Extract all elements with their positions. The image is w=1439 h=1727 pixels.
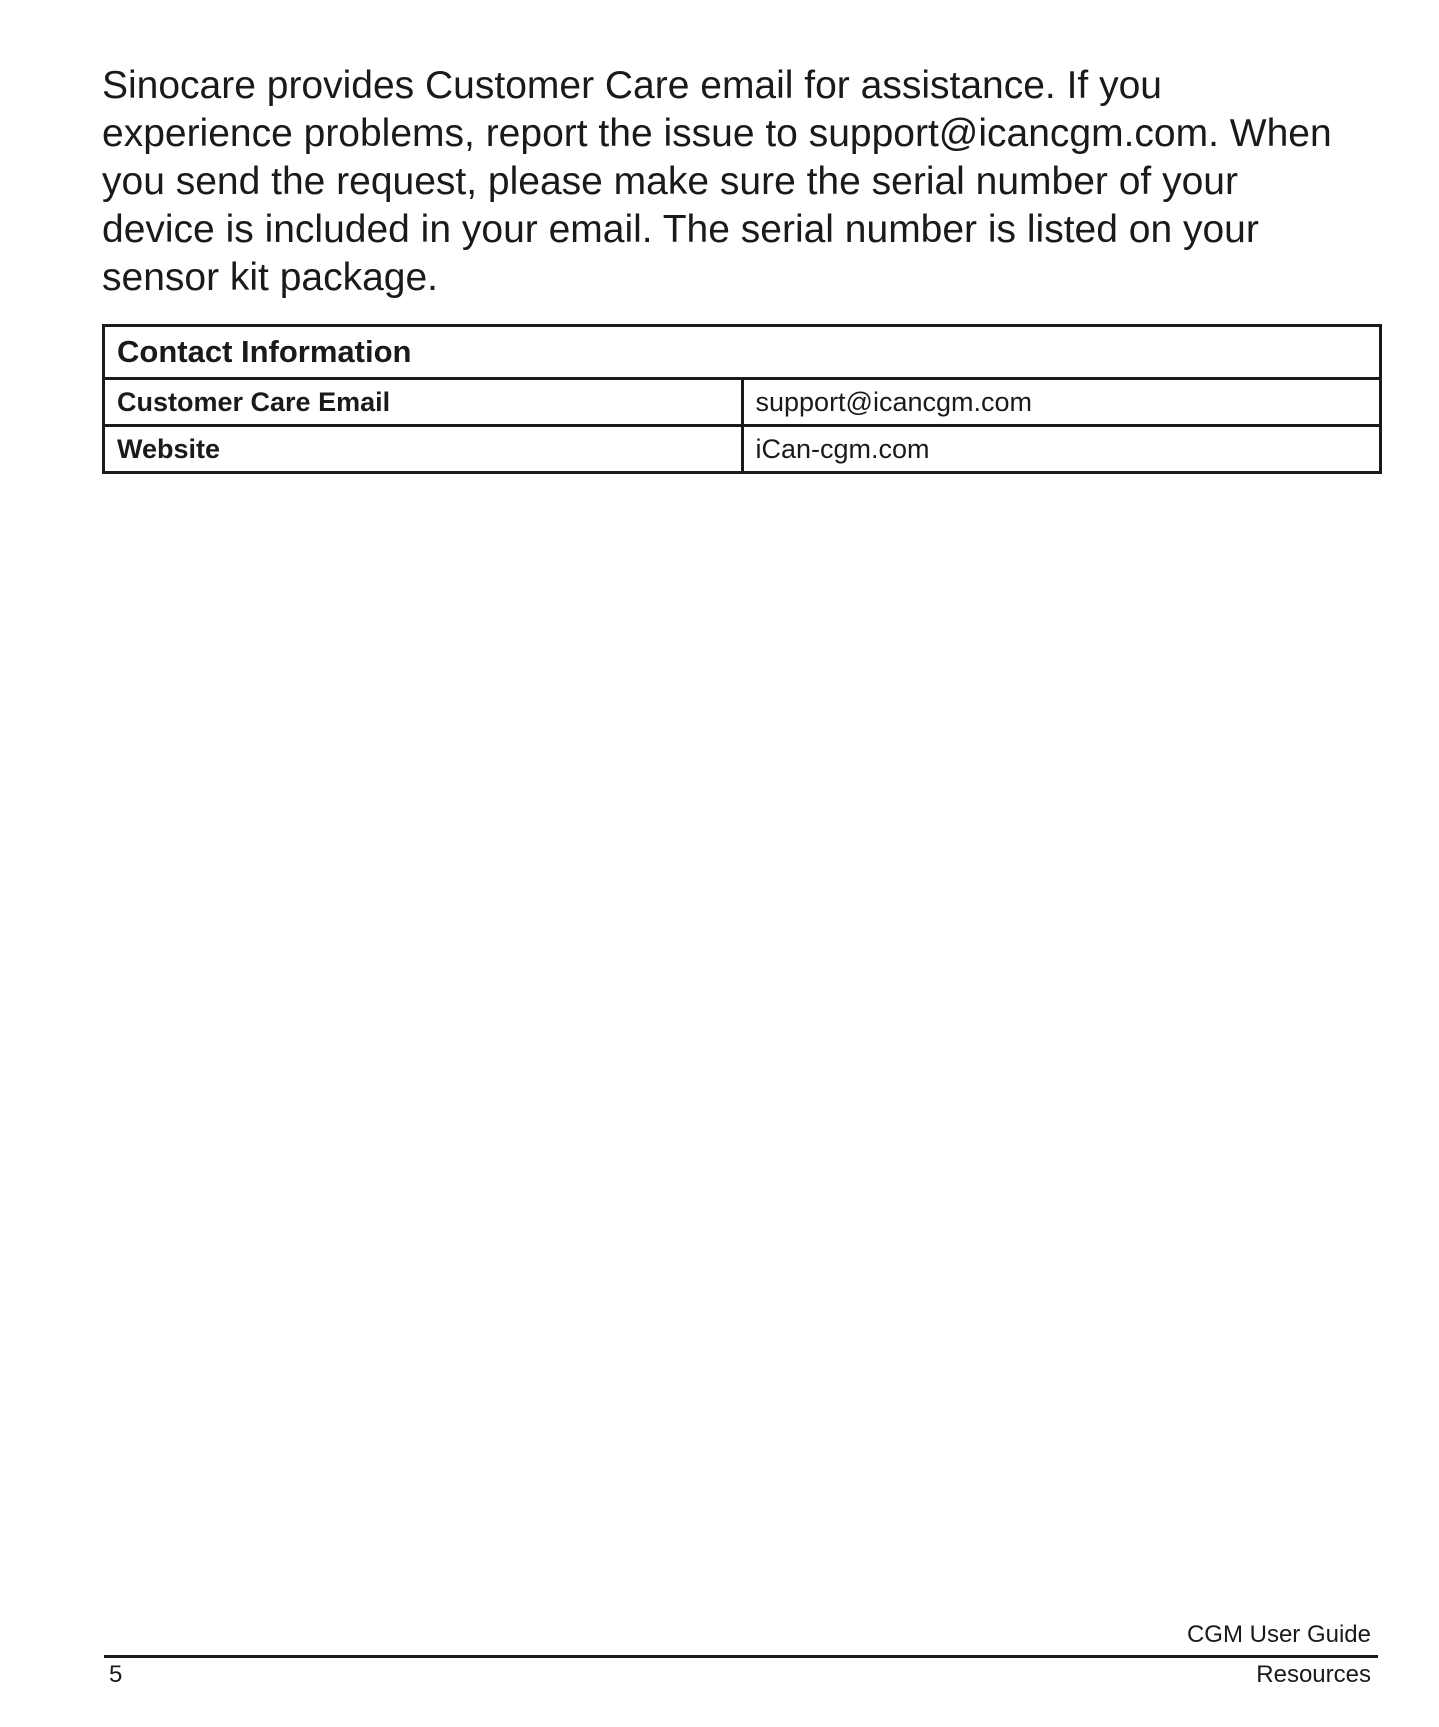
footer-divider: [104, 1655, 1378, 1658]
website-value[interactable]: iCan-cgm.com: [742, 426, 1381, 473]
page-number: 5: [109, 1661, 123, 1688]
footer-section-name: Resources: [1256, 1661, 1371, 1688]
intro-line: you send the request, please make sure the serial number of your: [102, 160, 1238, 203]
table-header: Contact Information: [104, 326, 1381, 379]
intro-line: Sinocare provides Customer Care email for assistance. If you: [102, 64, 1162, 107]
contact-information-table: [102, 324, 1382, 474]
table-row: [104, 379, 1381, 426]
table-row: [104, 426, 1381, 473]
footer-guide-title: CGM User Guide: [1186, 1621, 1371, 1648]
email-value[interactable]: support@icancgm.com: [742, 379, 1381, 426]
row-label: Customer Care Email: [104, 379, 743, 426]
intro-line: experience problems, report the issue to support@icancgm.com. When: [102, 112, 1332, 155]
intro-line: device is included in your email. The serial number is listed on your: [102, 208, 1259, 251]
row-label: Website: [104, 426, 743, 473]
table-header-row: [104, 326, 1381, 379]
intro-line: sensor kit package.: [102, 256, 439, 299]
intro-paragraph: [102, 62, 1402, 302]
